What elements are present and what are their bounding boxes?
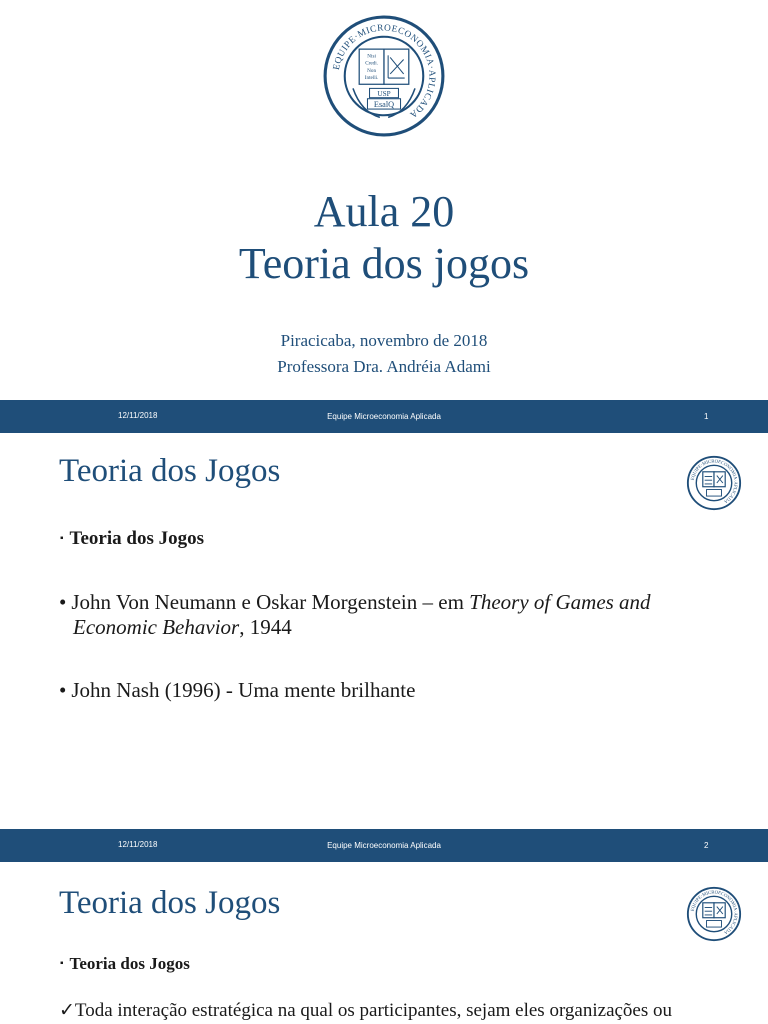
presentation-title bbox=[0, 186, 768, 290]
dot-bullet-icon: • bbox=[59, 590, 67, 614]
bullet-heading-text: Teoria dos Jogos bbox=[69, 528, 204, 549]
seal-book-text-4: Intelli. bbox=[364, 75, 379, 82]
slide-2-footer bbox=[0, 829, 768, 862]
footer-page-number: 2 bbox=[704, 841, 709, 850]
slide-heading: Teoria dos Jogos bbox=[59, 453, 281, 489]
microeconomia-seal-logo bbox=[322, 14, 446, 138]
footer-page-number: 1 bbox=[704, 412, 709, 421]
microeconomia-seal-logo-small bbox=[686, 886, 742, 942]
item-1-suffix: , 1944 bbox=[239, 615, 292, 639]
slide-1 bbox=[0, 0, 768, 400]
item-1-book-title-b: Economic Behavior bbox=[73, 615, 240, 639]
bullet-heading bbox=[60, 954, 190, 974]
seal-ring-text: EQUIPE·MICROECONOMIA·APLICADA bbox=[690, 890, 738, 935]
footer-team-name: Equipe Microeconomia Aplicada bbox=[327, 412, 441, 421]
seal-ring-text: EQUIPE·MICROECONOMIA·APLICADA bbox=[690, 459, 738, 504]
dot-bullet-icon: • bbox=[59, 678, 67, 702]
footer-date: 12/11/2018 bbox=[118, 840, 158, 849]
item-1-book-title-a: Theory of Games and bbox=[469, 590, 651, 614]
bullet-heading bbox=[60, 528, 204, 550]
item-1-text: Toda interação estratégica na qual os participantes, sejam eles organizações ou bbox=[74, 1000, 673, 1021]
slide-2 bbox=[0, 433, 768, 829]
slide-1-footer bbox=[0, 400, 768, 433]
square-bullet-icon: ▪ bbox=[60, 533, 64, 544]
seal-book-text-2: Credi. bbox=[365, 60, 378, 67]
slide-3 bbox=[0, 866, 768, 1024]
footer-date: 12/11/2018 bbox=[118, 411, 158, 420]
item-2-text: John Nash (1996) - Uma mente brilhante bbox=[71, 678, 416, 702]
seal-book-text-3: Non bbox=[367, 67, 377, 74]
seal-ring-text: EQUIPE·MICROECONOMIA·APLICADA bbox=[331, 23, 437, 120]
title-line-1: Aula 20 bbox=[313, 187, 455, 236]
microeconomia-seal-logo-small bbox=[686, 455, 742, 511]
bullet-item-2 bbox=[59, 678, 711, 703]
professor-name: Professora Dra. Andréia Adami bbox=[277, 357, 491, 376]
square-bullet-icon: ▪ bbox=[60, 958, 64, 969]
item-1-prefix: John Von Neumann e Oskar Morgenstein – em bbox=[71, 590, 470, 614]
slide-heading: Teoria dos Jogos bbox=[59, 885, 281, 921]
bullet-item-1 bbox=[59, 1000, 711, 1022]
bullet-heading-text: Teoria dos Jogos bbox=[69, 954, 190, 973]
seal-ribbon-bottom: EsalQ bbox=[373, 100, 395, 109]
presentation-subtitle bbox=[0, 328, 768, 380]
title-line-2: Teoria dos jogos bbox=[238, 239, 530, 288]
bullet-item-1 bbox=[59, 590, 711, 640]
seal-ribbon-top: USP bbox=[377, 90, 391, 99]
checkmark-icon: ✓ bbox=[59, 1000, 75, 1021]
place-date: Piracicaba, novembro de 2018 bbox=[280, 331, 488, 350]
seal-book-text-1: Nisi bbox=[367, 53, 376, 60]
footer-team-name: Equipe Microeconomia Aplicada bbox=[327, 841, 441, 850]
